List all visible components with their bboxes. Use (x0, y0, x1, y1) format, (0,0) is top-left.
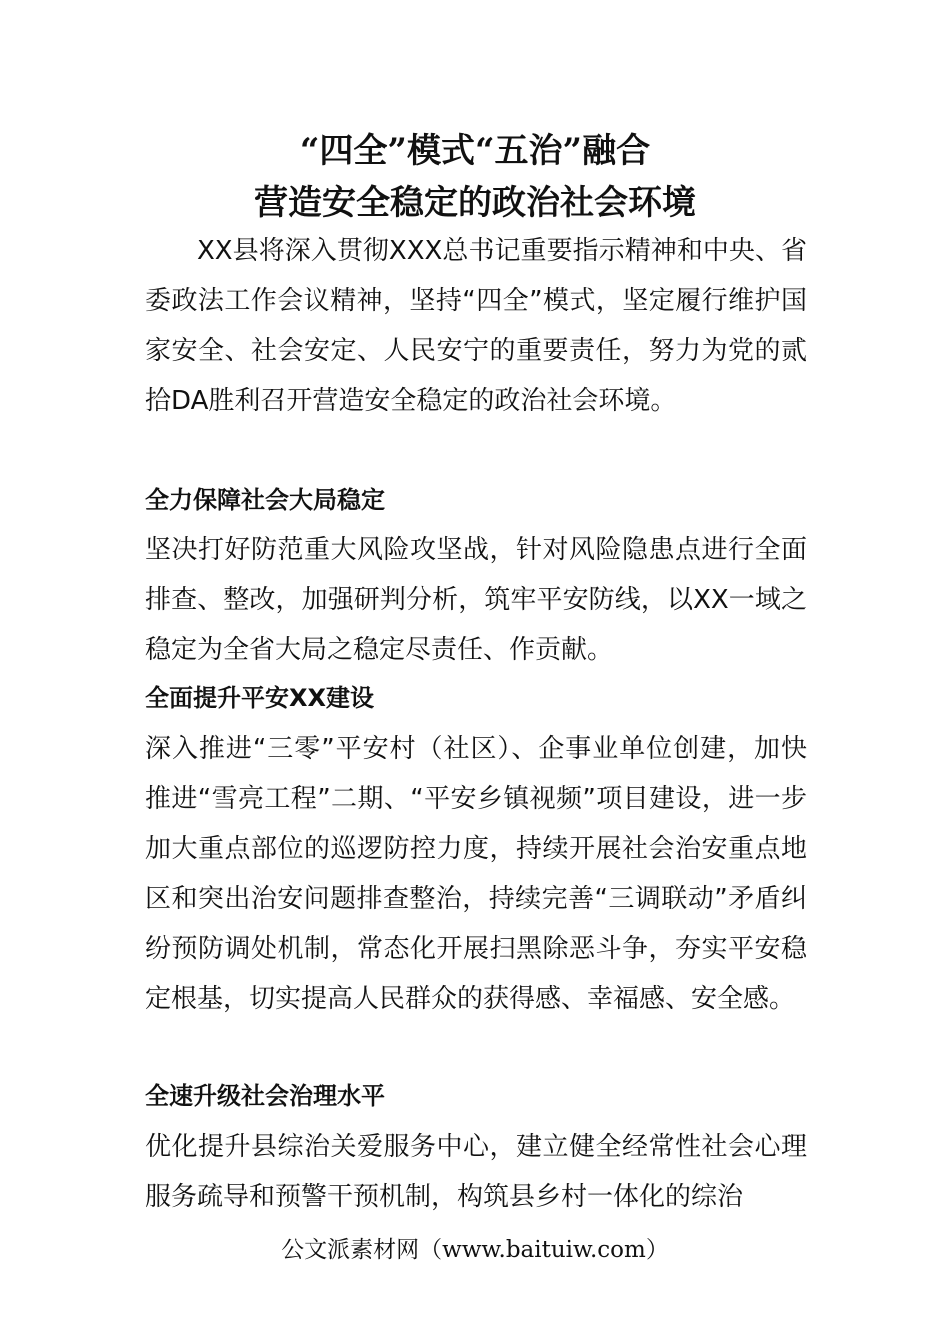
document-title-line2: 营造安全稳定的政治社会环境 (254, 183, 696, 223)
section-heading-3: 全速升级社会治理水平 (145, 1082, 385, 1110)
page-footer: 公文派素材网（www.baituiw.com） (281, 1237, 669, 1263)
section-body-1: 坚决打好防范重大风险攻坚战，针对风险隐患点进行全面排查、整改，加强研判分析，筑牢平安防线，以XX一域之稳定为全省大局之稳定尽责任、作贡献。 (145, 535, 807, 665)
section-body-2: 深入推进“三零”平安村（社区）、企事业单位创建，加快推进“雪亮工程”二期、“平安乡镇视频”项目建设，进一步加大重点部位的巡逻防控力度，持续开展社会治安重点地区和突出治安问题排查整治，持续完善“三调联动”矛盾纠纷预防调处机制，常态化开展扫黑除恶斗争，夯实平安稳定根基，切实提高人民群众的获得感、幸福感、安全感。 (145, 734, 807, 1014)
intro-paragraph: XX县将深入贯彻XXX总书记重要指示精神和中央、省委政法工作会议精神，坚持“四全”模式，坚定履行维护国家安全、社会安定、人民安宁的重要责任，努力为党的贰拾DA胜利召开营造安全稳定的政治社会环境。 (145, 236, 807, 416)
section-heading-2: 全面提升平安XX建设 (145, 684, 375, 712)
document-title-line1: “四全”模式“五治”融合 (299, 131, 651, 171)
section-body-3: 优化提升县综治关爱服务中心，建立健全经常性社会心理服务疏导和预警干预机制，构筑县乡村一体化的综治 (145, 1132, 807, 1212)
section-heading-1: 全力保障社会大局稳定 (145, 486, 385, 514)
